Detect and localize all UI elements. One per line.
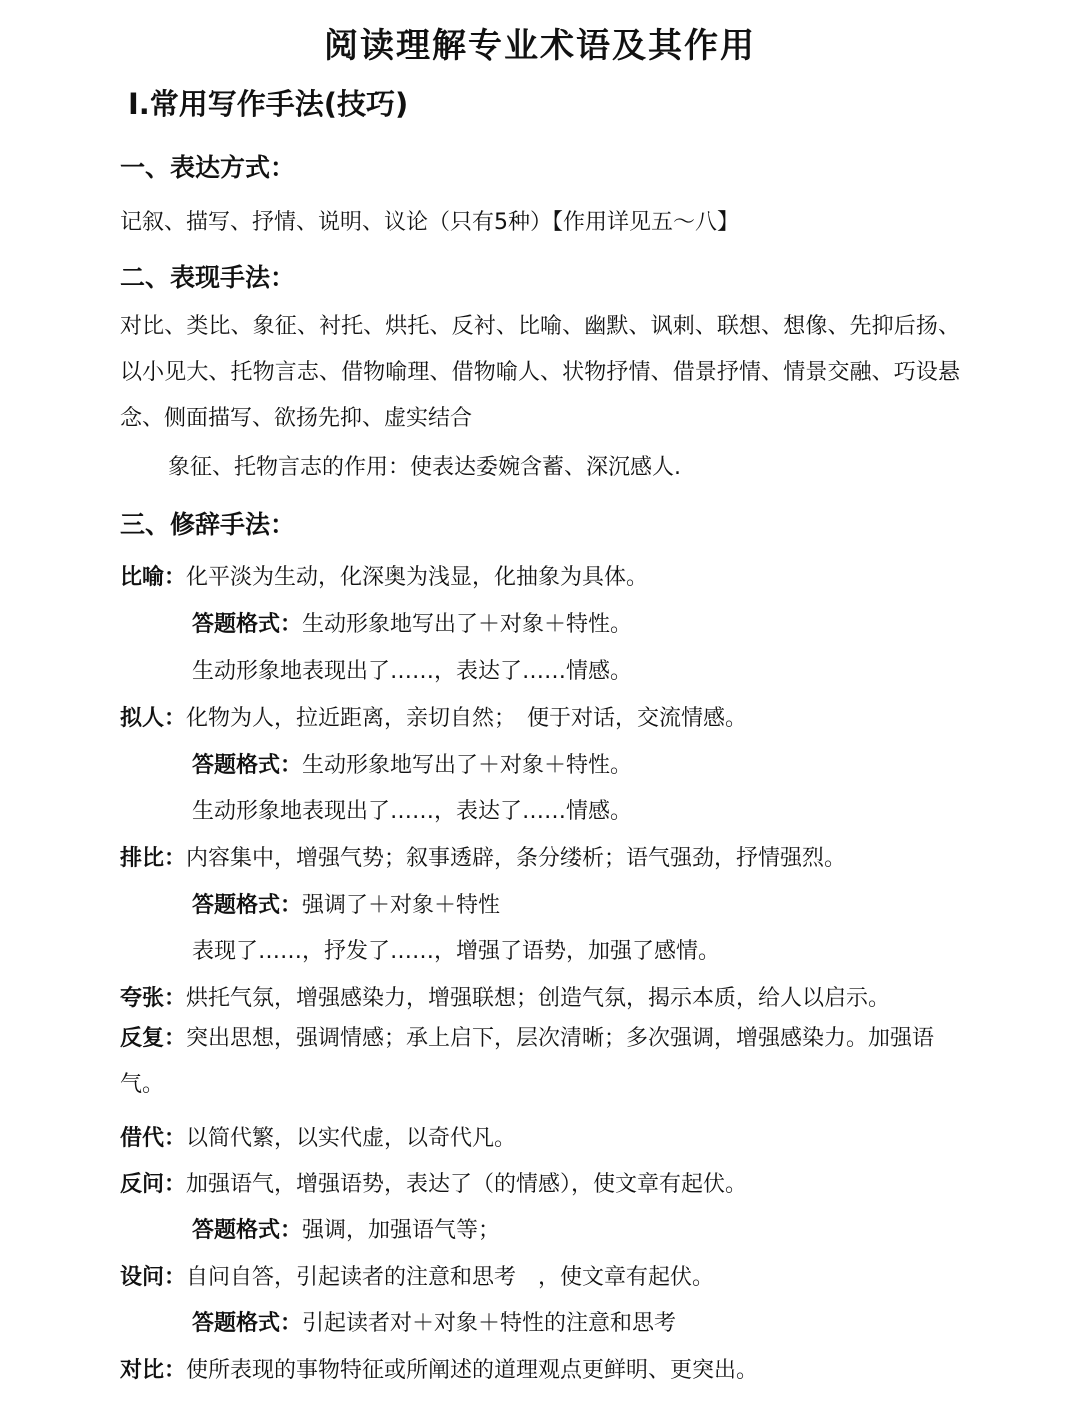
rhetoric-entry-hyperbole xyxy=(120,981,890,1012)
answer-line: 生动形象地表现出了……，表达了……情感。 xyxy=(192,799,633,824)
entry-desc: 使所表现的事物特征或所阐述的道理观点更鲜明、更突出。 xyxy=(186,1358,759,1383)
rhetoric-entry-repetition xyxy=(120,1016,960,1108)
answer-format xyxy=(192,1306,676,1337)
heading-techniques: 二、表现手法： xyxy=(120,263,296,292)
rhetoric-entry-rhetorical-question xyxy=(120,1167,747,1198)
answer-format-text: 引起读者对＋对象＋特性的注意和思考 xyxy=(302,1311,677,1336)
entry-term: 借代： xyxy=(120,1126,187,1151)
entry-desc: 烘托气氛，增强感染力，增强联想；创造气氛，揭示本质，给人以启示。 xyxy=(186,986,891,1011)
heading-rhetoric: 三、修辞手法： xyxy=(120,510,296,539)
entry-desc: 内容集中，增强气势；叙事透辟，条分缕析；语气强劲，抒情强烈。 xyxy=(186,846,847,871)
answer-format-text: 生动形象地写出了＋对象＋特性。 xyxy=(302,753,633,778)
answer-format xyxy=(192,607,632,638)
entry-term: 反问： xyxy=(120,1172,187,1197)
rhetoric-entry-contrast xyxy=(120,1353,758,1384)
answer-format xyxy=(192,888,500,919)
rhetoric-entry-simile xyxy=(120,560,648,591)
expression-modes-content: 记叙、描写、抒情、说明、议论（只有5种）【作用详见五～八】 xyxy=(120,210,739,235)
entry-term: 设问： xyxy=(120,1265,187,1290)
answer-format-text: 生动形象地写出了＋对象＋特性。 xyxy=(302,612,633,637)
rhetoric-entry-personification xyxy=(120,701,747,732)
answer-format xyxy=(192,748,632,779)
entry-term: 反复： xyxy=(120,1026,187,1051)
entry-term: 拟人： xyxy=(120,706,187,731)
section-heading: Ⅰ.常用写作手法(技巧) xyxy=(128,87,409,121)
symbolism-note: 象征、托物言志的作用：使表达委婉含蓄、深沉感人. xyxy=(168,455,681,480)
entry-term: 对比： xyxy=(120,1358,187,1383)
rhetoric-entry-hypophora xyxy=(120,1260,714,1291)
entry-term: 夸张： xyxy=(120,986,187,1011)
answer-format-label: 答题格式： xyxy=(192,1311,303,1336)
entry-desc: 化物为人，拉近距离，亲切自然； 便于对话，交流情感。 xyxy=(186,706,748,731)
answer-format-label: 答题格式： xyxy=(192,753,303,778)
answer-line: 生动形象地表现出了……，表达了……情感。 xyxy=(192,659,633,684)
page-title: 阅读理解专业术语及其作用 xyxy=(324,26,756,66)
answer-format-label: 答题格式： xyxy=(192,893,303,918)
answer-line: 表现了……，抒发了……，增强了语势，加强了感情。 xyxy=(192,939,721,964)
entry-term: 排比： xyxy=(120,846,187,871)
rhetoric-entry-metonymy xyxy=(120,1121,516,1152)
entry-desc: 以简代繁，以实代虚，以奇代凡。 xyxy=(186,1126,517,1151)
answer-format xyxy=(192,1213,500,1244)
techniques-content: 对比、类比、象征、衬托、烘托、反衬、比喻、幽默、讽刺、联想、想像、先抑后扬、以小见大、托物言志、借物喻理、借物喻人、状物抒情、借景抒情、情景交融、巧设悬念、侧面描写、欲扬先抑、虚实结合 xyxy=(120,314,960,431)
answer-format-text: 强调了＋对象＋特性 xyxy=(302,893,501,918)
entry-desc: 自问自答，引起读者的注意和思考 ，使文章有起伏。 xyxy=(186,1265,715,1290)
entry-term: 比喻： xyxy=(120,565,187,590)
answer-format-label: 答题格式： xyxy=(192,1218,303,1243)
entry-desc: 突出思想，强调情感；承上启下，层次清晰；多次强调，增强感染力。加强语气。 xyxy=(120,1026,935,1097)
rhetoric-entry-parallelism xyxy=(120,841,846,872)
entry-desc: 加强语气，增强语势，表达了（的情感），使文章有起伏。 xyxy=(186,1172,748,1197)
heading-expression-modes: 一、表达方式： xyxy=(120,153,296,182)
answer-format-text: 强调，加强语气等； xyxy=(302,1218,501,1243)
entry-desc: 化平淡为生动，化深奥为浅显，化抽象为具体。 xyxy=(186,565,649,590)
answer-format-label: 答题格式： xyxy=(192,612,303,637)
